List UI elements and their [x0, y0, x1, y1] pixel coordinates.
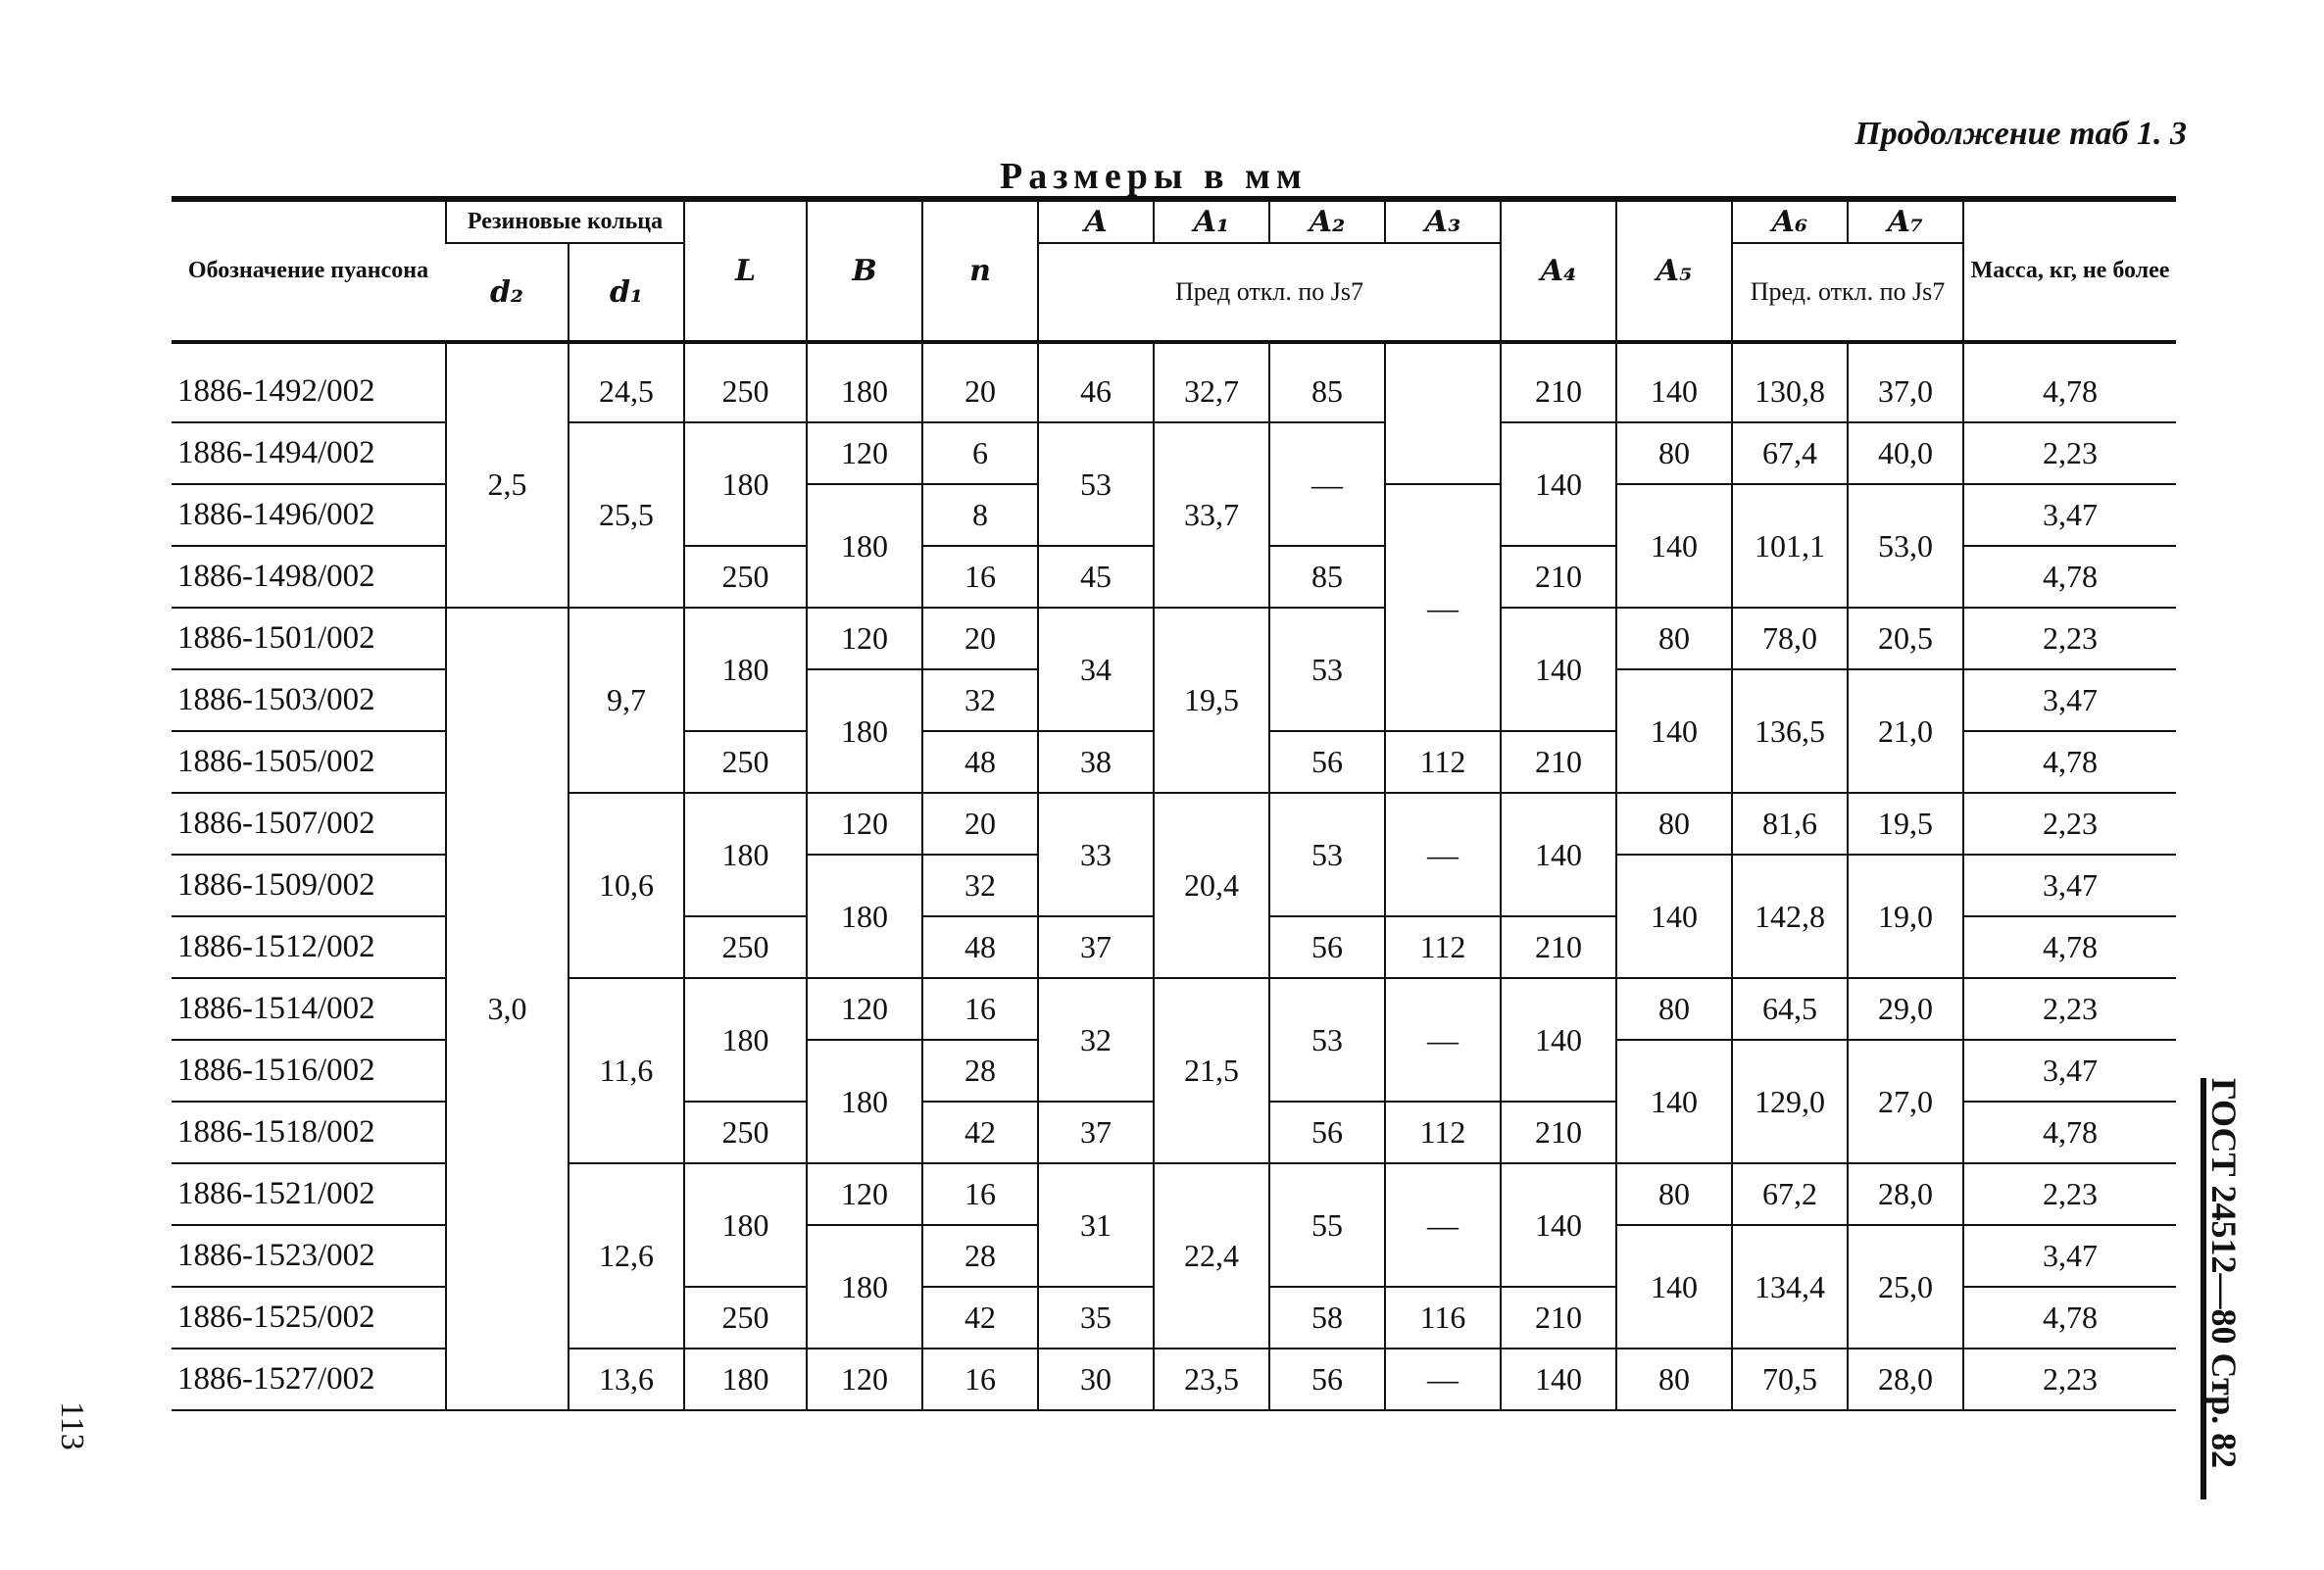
table-cell: 20 [922, 342, 1038, 422]
table-cell: 53 [1038, 422, 1154, 546]
table-cell: 35 [1038, 1287, 1154, 1349]
table-cell: 16 [922, 978, 1038, 1040]
table-cell: 85 [1269, 342, 1385, 422]
table-cell: 180 [807, 1040, 922, 1163]
A7-header: A₇ [1848, 199, 1963, 243]
table-cell: 140 [1501, 978, 1616, 1102]
table-cell: 45 [1038, 546, 1154, 608]
punch-designation: 1886-1496/002 [172, 484, 446, 546]
table-cell: 180 [684, 422, 807, 546]
table-cell: 250 [684, 916, 807, 978]
table-cell: 180 [807, 855, 922, 978]
A4-header: A₄ [1501, 199, 1616, 342]
gost-side-label: ГОСТ 24512—80 Стр. 82 [2204, 1078, 2244, 1469]
table-cell: 3,0 [446, 608, 569, 1410]
punch-designation: 1886-1527/002 [172, 1349, 446, 1410]
table-cell: 4,78 [1963, 1102, 2176, 1163]
table-cell: 20,5 [1848, 608, 1963, 669]
table-cell: 25,0 [1848, 1225, 1963, 1349]
table-cell: 140 [1501, 793, 1616, 916]
table-cell: 48 [922, 731, 1038, 793]
table-cell: 25,5 [569, 422, 684, 608]
punch-designation: 1886-1512/002 [172, 916, 446, 978]
table-cell: 120 [807, 793, 922, 855]
table-cell: — [1385, 793, 1501, 916]
table-cell: 180 [684, 1349, 807, 1410]
table-cell: 80 [1616, 1349, 1732, 1410]
table-cell: 180 [807, 342, 922, 422]
punch-designation: 1886-1505/002 [172, 731, 446, 793]
table-cell: 3,47 [1963, 484, 2176, 546]
table-cell: 56 [1269, 731, 1385, 793]
table-cell: 38 [1038, 731, 1154, 793]
punch-designation: 1886-1498/002 [172, 546, 446, 608]
table-cell: 33 [1038, 793, 1154, 916]
table-cell: 129,0 [1732, 1040, 1848, 1163]
table-cell: 13,6 [569, 1349, 684, 1410]
table-cell: 120 [807, 1163, 922, 1225]
table-cell: 27,0 [1848, 1040, 1963, 1163]
table-cell: 250 [684, 546, 807, 608]
table-cell: 210 [1501, 546, 1616, 608]
d2-header: d₂ [446, 243, 569, 342]
table-cell: 120 [807, 608, 922, 669]
table-cell: 80 [1616, 1163, 1732, 1225]
tolerance-note-b: Пред. откл. по Js7 [1732, 243, 1963, 342]
punch-designation: 1886-1514/002 [172, 978, 446, 1040]
table-cell: 32,7 [1154, 342, 1269, 422]
table-cell: 28,0 [1848, 1163, 1963, 1225]
table-cell: 21,0 [1848, 669, 1963, 793]
table-cell: 140 [1501, 608, 1616, 731]
table-cell: 250 [684, 1287, 807, 1349]
table-cell: 48 [922, 916, 1038, 978]
units-title: Размеры в мм [1000, 156, 1308, 197]
rings-header: Резиновые кольца [446, 199, 684, 243]
table-cell: 6 [922, 422, 1038, 484]
table-cell: 58 [1269, 1287, 1385, 1349]
table-cell: 2,23 [1963, 1349, 2176, 1410]
table-cell: 250 [684, 342, 807, 422]
mass-header: Масса, кг, не более [1963, 199, 2176, 342]
table-cell: 140 [1616, 855, 1732, 978]
table-cell: 140 [1501, 422, 1616, 546]
table-cell: 19,0 [1848, 855, 1963, 978]
table-cell: 12,6 [569, 1163, 684, 1349]
table-cell: 140 [1616, 669, 1732, 793]
table-cell: 2,23 [1963, 793, 2176, 855]
table-continuation-caption: Продолжение таб 1. 3 [1854, 116, 2187, 152]
table-cell: 134,4 [1732, 1225, 1848, 1349]
table-cell: 136,5 [1732, 669, 1848, 793]
table-cell: 3,47 [1963, 669, 2176, 731]
table-cell: 101,1 [1732, 484, 1848, 608]
table-cell: 56 [1269, 1349, 1385, 1410]
tolerance-note-a: Пред откл. по Js7 [1038, 243, 1501, 342]
d1-header: d₁ [569, 243, 684, 342]
n-header: n [922, 199, 1038, 342]
table-cell: 32 [922, 669, 1038, 731]
table-cell: 250 [684, 731, 807, 793]
punch-designation: 1886-1507/002 [172, 793, 446, 855]
table-cell: — [1385, 978, 1501, 1102]
table-cell: 31 [1038, 1163, 1154, 1287]
table-cell: 2,23 [1963, 1163, 2176, 1225]
table-cell: 42 [922, 1102, 1038, 1163]
A-header: A [1038, 199, 1154, 243]
table-cell: 116 [1385, 1287, 1501, 1349]
table-cell: 140 [1501, 1163, 1616, 1287]
table-cell: 3,47 [1963, 855, 2176, 916]
punch-designation: 1886-1501/002 [172, 608, 446, 669]
table-cell: 180 [684, 1163, 807, 1287]
table-cell: 180 [807, 1225, 922, 1349]
table-cell: 210 [1501, 342, 1616, 422]
table-cell: 78,0 [1732, 608, 1848, 669]
table-cell: 21,5 [1154, 978, 1269, 1163]
punch-designation: 1886-1516/002 [172, 1040, 446, 1102]
table-cell: — [1385, 484, 1501, 731]
table-cell: 16 [922, 546, 1038, 608]
table-cell: 120 [807, 1349, 922, 1410]
table-cell: 30 [1038, 1349, 1154, 1410]
table-cell: 210 [1501, 916, 1616, 978]
table-cell: 53 [1269, 978, 1385, 1102]
table-cell: 112 [1385, 916, 1501, 978]
table-cell: 28 [922, 1225, 1038, 1287]
table-cell: 10,6 [569, 793, 684, 978]
table-cell: 140 [1616, 1225, 1732, 1349]
table-cell: 112 [1385, 1102, 1501, 1163]
table-cell: 81,6 [1732, 793, 1848, 855]
table-cell: 180 [807, 669, 922, 793]
table-cell: 130,8 [1732, 342, 1848, 422]
table-cell: 3,47 [1963, 1225, 2176, 1287]
table-cell: 19,5 [1154, 608, 1269, 793]
table-cell: 42 [922, 1287, 1038, 1349]
table-cell: 80 [1616, 608, 1732, 669]
table-cell: — [1269, 422, 1385, 546]
table-cell: 3,47 [1963, 1040, 2176, 1102]
punch-designation: 1886-1509/002 [172, 855, 446, 916]
table-cell: 2,23 [1963, 422, 2176, 484]
table-cell: 210 [1501, 1287, 1616, 1349]
table-cell: — [1385, 1163, 1501, 1287]
table-cell: 53 [1269, 793, 1385, 916]
table-cell: 85 [1269, 546, 1385, 608]
table-cell: 140 [1501, 1349, 1616, 1410]
table-cell: 20 [922, 793, 1038, 855]
table-cell: 8 [922, 484, 1038, 546]
table-cell: 37,0 [1848, 342, 1963, 422]
table-cell: 210 [1501, 1102, 1616, 1163]
table-cell: 11,6 [569, 978, 684, 1163]
table-cell: 24,5 [569, 342, 684, 422]
punch-dimensions-table [172, 196, 2176, 1411]
table-cell: 120 [807, 422, 922, 484]
table-cell: 67,4 [1732, 422, 1848, 484]
punch-designation: 1886-1525/002 [172, 1287, 446, 1349]
table-header [172, 199, 2176, 342]
table-cell: 2,23 [1963, 608, 2176, 669]
punch-designation: 1886-1492/002 [172, 342, 446, 422]
table-cell: 56 [1269, 1102, 1385, 1163]
table-cell: 80 [1616, 978, 1732, 1040]
table-cell: 40,0 [1848, 422, 1963, 484]
table-cell: 34 [1038, 608, 1154, 731]
table-cell: 4,78 [1963, 342, 2176, 422]
table-cell: 16 [922, 1163, 1038, 1225]
table-cell: 70,5 [1732, 1349, 1848, 1410]
table-cell: 9,7 [569, 608, 684, 793]
table-cell: 32 [1038, 978, 1154, 1102]
table-cell: 142,8 [1732, 855, 1848, 978]
table-cell: 80 [1616, 793, 1732, 855]
table-cell: 2,5 [446, 342, 569, 608]
table-cell: 140 [1616, 1040, 1732, 1163]
table-cell: 4,78 [1963, 731, 2176, 793]
table-cell: 112 [1385, 731, 1501, 793]
table-cell: 32 [922, 855, 1038, 916]
punch-designation: 1886-1503/002 [172, 669, 446, 731]
table-cell: 46 [1038, 342, 1154, 422]
table-cell: 53 [1269, 608, 1385, 731]
table-cell: 4,78 [1963, 916, 2176, 978]
page-number: 113 [54, 1401, 90, 1450]
table-cell: 67,2 [1732, 1163, 1848, 1225]
B-header: B [807, 199, 922, 342]
table-cell: 4,78 [1963, 1287, 2176, 1349]
table-cell: 180 [807, 484, 922, 608]
table-row [172, 342, 2176, 422]
table-cell: 64,5 [1732, 978, 1848, 1040]
table-cell: 140 [1616, 342, 1732, 422]
designation-header: Обозначение пуансона [187, 258, 429, 284]
table-cell: — [1385, 1349, 1501, 1410]
table-cell: 37 [1038, 1102, 1154, 1163]
table-cell: 22,4 [1154, 1163, 1269, 1349]
A6-header: A₆ [1732, 199, 1848, 243]
punch-designation: 1886-1521/002 [172, 1163, 446, 1225]
A5-header: A₅ [1616, 199, 1732, 342]
L-header: L [684, 199, 807, 342]
table-cell: 28,0 [1848, 1349, 1963, 1410]
A3-header: A₃ [1385, 199, 1501, 243]
table-cell: 140 [1616, 484, 1732, 608]
A1-header: A₁ [1154, 199, 1269, 243]
punch-designation: 1886-1518/002 [172, 1102, 446, 1163]
table-cell: 80 [1616, 422, 1732, 484]
table-cell: 250 [684, 1102, 807, 1163]
table-cell: 120 [807, 978, 922, 1040]
table-cell: 180 [684, 978, 807, 1102]
table-row [172, 608, 2176, 669]
punch-designation: 1886-1494/002 [172, 422, 446, 484]
table-cell: 56 [1269, 916, 1385, 978]
table-cell: 28 [922, 1040, 1038, 1102]
table-cell: 180 [684, 793, 807, 916]
table-cell: 55 [1269, 1163, 1385, 1287]
table-cell: 2,23 [1963, 978, 2176, 1040]
table-cell: 4,78 [1963, 546, 2176, 608]
table-cell: 29,0 [1848, 978, 1963, 1040]
table-cell: 23,5 [1154, 1349, 1269, 1410]
table-cell: 19,5 [1848, 793, 1963, 855]
table-cell: 20 [922, 608, 1038, 669]
table-cell: 16 [922, 1349, 1038, 1410]
punch-designation: 1886-1523/002 [172, 1225, 446, 1287]
table-cell: 180 [684, 608, 807, 731]
table-cell: 33,7 [1154, 422, 1269, 608]
A2-header: A₂ [1269, 199, 1385, 243]
table-cell: 37 [1038, 916, 1154, 978]
table-body [172, 342, 2176, 1410]
table-cell: 53,0 [1848, 484, 1963, 608]
table-cell: 210 [1501, 731, 1616, 793]
table-cell: 20,4 [1154, 793, 1269, 978]
table-cell [1385, 342, 1501, 484]
